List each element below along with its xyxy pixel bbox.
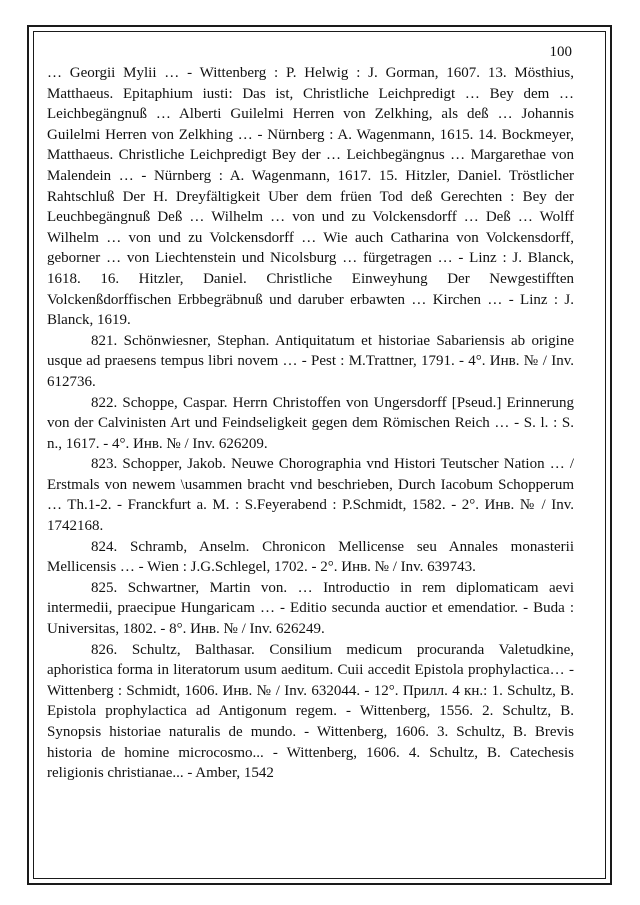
catalog-entry-825: 825. Schwartner, Martin von. … Introductio in rem diplomaticam aevi intermedii, praecipue Hungaricam … - Editio secunda auctior et emendatior. - Buda : Universitas, 1802. - 8°. Инв. № / Inv. 626249. — [47, 579, 574, 638]
catalog-entry-823: 823. Schopper, Jakob. Neuwe Chorographia vnd Histori Teutscher Nation … / Erstmals von newem \usammen bracht vnd beschrieben, Durch Iacobum Schopperum … Th.1-2. - Franckfurt a. M. : S.Feyerabend : P.Schmidt, 1582. - 2°. Инв. № / Inv. 1742168. — [47, 456, 574, 535]
catalog-entry-822: 822. Schoppe, Caspar. Herrn Christoffen von Ungersdorff [Pseud.] Erinnerung von der Calvinisten Art und Feindseligkeit gegen dem Römischen Reich … - S. l. : S. n., 1617. - 4°. Инв. № / Inv. 626209. — [47, 394, 574, 452]
catalog-entry-821: 821. Schönwiesner, Stephan. Antiquitatum et historiae Sabariensis ab origine usque ad praesens tempus libri novem … - Pest : M.Trattner, 1791. - 4°. Инв. № / Inv. 612736. — [47, 332, 574, 390]
catalog-page — [47, 42, 574, 784]
catalog-entry-826: 826. Schultz, Balthasar. Consilium medicum procuranda Valetudkine, aphoristica forma in literatorum usum aeditum. Cuii accedit Epistola prophylactica… - Wittenberg : Schmidt, 1606. Инв. № / Inv. 632044. - 12°. Прилл. 4 кн.: 1. Schultz, B. Epistola prophylactica ad Antigonum regem. - Wittenberg, 1556. 2. Schultz, B. Synopsis historiae naturalis de mundo. - Wittenberg, 1606. 3. Schultz, B. Brevis historia de homine microcosmo... - Wittenberg, 1606. 4. Schultz, B. Catechesis religionis christianae... - Amber, 1542 — [47, 641, 574, 782]
page-number: 100 — [549, 44, 572, 60]
continuation-paragraph: … Georgii Mylii … - Wittenberg : P. Helwig : J. Gorman, 1607. 13. Mösthius, Matthaeus. Epitaphium iusti: Das ist, Christliche Leichpredigt … Bey dem … Leichbegängnuß … Alberti Guilelmi Herren von Zelkhing, als deß … Johannis Guilelmi Herren von Zelkhing … - Nürnberg : A. Wagenmann, 1615. 14. Bockmeyer, Matthaeus. Christliche Leichpredigt Bey der … Leichbegängnus … Margarethae von Malendein … - Nürnberg : A. Wagenmann, 1617. 15. Hitzler, Daniel. Tröstlicher Rahtschluß Der H. Dreyfältigkeit Uber dem früen Tod deß Gerechten : Bey der Leuchbegängnuß Deß … Wilhelm … von und zu Volckensdorff … Deß … Wolff Wilhelm … von und zu Volckensdorff … Wie auch Catharina von Volckensdorff, geborner … von Liechtenstein und Nicolsburg … fürgetragen … - Linz : J. Blanck, 1618. 16. Hitzler, Daniel. Christliche Einweyhung Der Newgestifften Volckenßdorffischen Erbbegräbnuß und daruber erbawten … Kirchen … - Linz : J. Blanck, 1619. — [47, 65, 574, 329]
catalog-entry-824: 824. Schramb, Anselm. Chronicon Mellicense seu Annales monasterii Mellicensis … - Wien : J.G.Schlegel, 1702. - 2°. Инв. № / Inv. 639743. — [47, 538, 574, 576]
